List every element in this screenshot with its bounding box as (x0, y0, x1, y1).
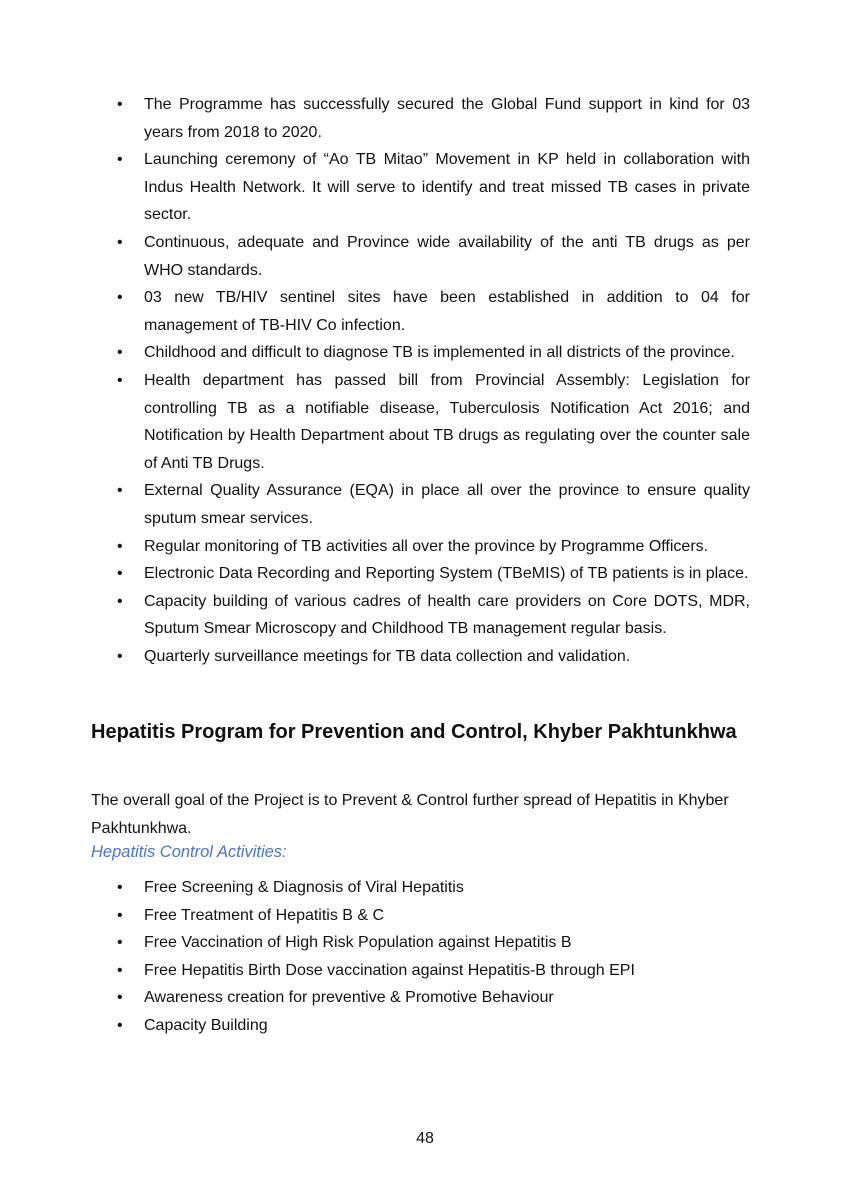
section-heading: Hepatitis Program for Prevention and Control, Khyber Pakhtunkhwa (91, 721, 737, 743)
list-item (117, 929, 750, 957)
list-item (117, 1012, 750, 1040)
bullet-icon: • (117, 1016, 123, 1034)
bullet-icon: • (117, 233, 123, 251)
bullet-icon: • (117, 989, 123, 1007)
hepatitis-activities-list (117, 874, 750, 1040)
bullet-icon: • (117, 151, 123, 169)
list-item-text: Health department has passed bill from Provincial Assembly: Legislation for controlling TB as a notifiable disease, Tuberculosis Notification Act 2016; and Notification by Health Department about TB drugs as regulating over the counter sale of Anti TB Drugs. (144, 371, 750, 472)
list-item-text: Free Hepatitis Birth Dose vaccination against Hepatitis-B through EPI (144, 961, 635, 979)
bullet-icon: • (117, 537, 123, 555)
list-item-text: Free Treatment of Hepatitis B & C (144, 906, 385, 924)
list-item-text: Free Vaccination of High Risk Population against Hepatitis B (144, 934, 572, 952)
list-item-text: Electronic Data Recording and Reporting System (TBeMIS) of TB patients is in place. (144, 565, 749, 583)
list-item-text: Awareness creation for preventive & Promotive Behaviour (144, 989, 554, 1007)
list-item-text: Free Screening & Diagnosis of Viral Hepatitis (144, 879, 464, 896)
list-item (117, 146, 750, 229)
list-item (117, 984, 750, 1012)
list-item (117, 902, 750, 930)
tb-achievements-list (117, 91, 750, 670)
bullet-icon: • (117, 961, 123, 979)
list-item-text: Capacity Building (144, 1016, 268, 1034)
bullet-icon: • (117, 592, 123, 610)
list-item (117, 477, 750, 532)
bullet-icon: • (117, 482, 123, 500)
list-item (117, 560, 750, 588)
bullet-icon: • (117, 934, 123, 952)
list-item (117, 533, 750, 561)
list-item-text: Continuous, adequate and Province wide availability of the anti TB drugs as per WHO standards. (144, 233, 750, 279)
bullet-icon: • (117, 647, 123, 665)
bullet-icon: • (117, 565, 123, 583)
bullet-icon: • (117, 289, 123, 307)
list-item (117, 284, 750, 339)
bullet-icon: • (117, 879, 123, 896)
bullet-icon: • (117, 906, 123, 924)
bullet-icon: • (117, 371, 123, 389)
goal-paragraph: The overall goal of the Project is to Prevent & Control further spread of Hepatitis in Khyber Pakhtunkhwa. (91, 792, 729, 837)
subheading: Hepatitis Control Activities: (91, 843, 287, 861)
list-item (117, 339, 750, 367)
list-item-text: Quarterly surveillance meetings for TB data collection and validation. (144, 647, 631, 665)
list-item (117, 367, 750, 477)
list-item (117, 91, 750, 146)
list-item-text: External Quality Assurance (EQA) in place all over the province to ensure quality sputum smear services. (144, 482, 750, 527)
list-item-text: Regular monitoring of TB activities all over the province by Programme Officers. (144, 537, 709, 555)
list-item-text: Childhood and difficult to diagnose TB is implemented in all districts of the province. (144, 344, 735, 362)
page-number: 48 (416, 1130, 434, 1147)
list-item-text: Launching ceremony of “Ao TB Mitao” Movement in KP held in collaboration with Indus Health Network. It will serve to identify and treat missed TB cases in private sector. (144, 151, 750, 224)
list-item (117, 588, 750, 643)
list-item (117, 229, 750, 284)
bullet-icon: • (117, 96, 123, 113)
list-item-text: Capacity building of various cadres of health care providers on Core DOTS, MDR, Sputum Smear Microscopy and Childhood TB management regular basis. (144, 592, 750, 638)
list-item-text: 03 new TB/HIV sentinel sites have been established in addition to 04 for management of TB-HIV Co infection. (144, 289, 750, 334)
list-item (117, 874, 750, 902)
list-item (117, 957, 750, 985)
list-item (117, 643, 750, 671)
bullet-icon: • (117, 344, 123, 362)
list-item-text: The Programme has successfully secured the Global Fund support in kind for 03 years from 2018 to 2020. (144, 96, 750, 141)
